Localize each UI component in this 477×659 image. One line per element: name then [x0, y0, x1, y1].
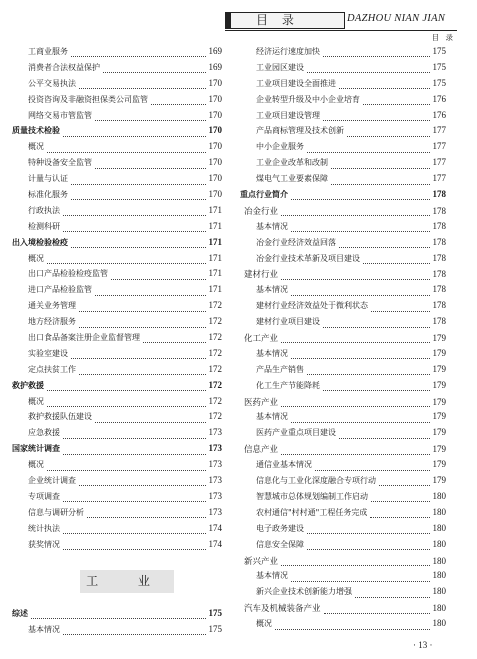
toc-dot-leader — [323, 55, 430, 57]
toc-dot-leader — [63, 633, 206, 635]
toc-dot-leader — [71, 246, 206, 248]
toc-dot-leader — [47, 469, 206, 471]
toc-dot-leader — [323, 389, 430, 391]
toc-entry-title: 煤电气工业要素保障 — [256, 174, 328, 184]
toc-entry-title: 特种设备安全监管 — [28, 158, 92, 168]
toc-entry-title: 医药产业重点项目建设 — [256, 428, 336, 438]
toc-entry-page: 174 — [208, 522, 222, 533]
toc-entry-title: 信息与调研分析 — [28, 507, 84, 517]
toc-entry — [12, 237, 222, 253]
toc-entry — [240, 491, 446, 507]
toc-entry — [12, 364, 222, 380]
toc-dot-leader — [95, 119, 206, 121]
toc-dot-leader — [339, 437, 430, 439]
toc-entry — [240, 316, 446, 332]
toc-entry-page: 174 — [208, 538, 222, 549]
toc-entry — [12, 300, 222, 316]
toc-entry — [240, 348, 446, 364]
toc-entry-title: 出口食品备案注册企业监督管理 — [28, 333, 140, 343]
toc-entry — [240, 443, 446, 459]
toc-entry-title: 冶金行业经济效益回落 — [256, 237, 336, 247]
toc-entry-title: 公平交易执法 — [28, 78, 76, 88]
toc-entry-title: 概况 — [28, 253, 44, 263]
toc-entry-page: 170 — [208, 77, 222, 88]
toc-entry-title: 实验室建设 — [28, 348, 68, 358]
toc-entry — [240, 586, 446, 602]
toc-entry — [240, 205, 446, 221]
toc-entry — [240, 364, 446, 380]
toc-entry-title: 概况 — [28, 460, 44, 470]
toc-dot-leader — [63, 437, 206, 439]
section-heading: 工 业 — [80, 570, 174, 593]
toc-dot-leader — [79, 326, 206, 328]
toc-entry-page: 180 — [432, 522, 446, 533]
toc-entry-page: 175 — [208, 608, 222, 618]
toc-entry-page: 173 — [208, 506, 222, 517]
toc-dot-leader — [307, 71, 430, 73]
toc-entry-page: 170 — [208, 173, 222, 184]
toc-entry — [240, 284, 446, 300]
toc-entry-page: 175 — [208, 623, 222, 634]
toc-dot-leader — [95, 167, 206, 169]
toc-dot-leader — [291, 230, 430, 232]
toc-dot-leader — [71, 55, 206, 57]
toc-entry-page: 178 — [432, 189, 446, 200]
toc-entry-title: 消费者合法权益保护 — [28, 62, 100, 72]
toc-dot-leader — [281, 214, 429, 216]
toc-entry — [12, 380, 222, 396]
toc-dot-leader — [63, 548, 206, 550]
toc-entry-page: 172 — [208, 379, 222, 390]
toc-entry — [240, 507, 446, 523]
toc-entry-page: 171 — [208, 252, 222, 263]
toc-dot-leader — [79, 87, 206, 89]
toc-dot-leader — [63, 214, 206, 216]
toc-entry-page: 179 — [432, 459, 446, 470]
toc-entry-page: 172 — [208, 300, 222, 311]
toc-entry-page: 170 — [208, 109, 222, 120]
toc-entry-title: 救护救援队伍建设 — [28, 412, 92, 422]
toc-entry-page: 173 — [208, 475, 222, 486]
toc-entry-page: 172 — [208, 395, 222, 406]
toc-entry — [12, 491, 222, 507]
toc-entry-page: 178 — [432, 252, 446, 263]
toc-entry — [240, 173, 446, 189]
toc-dot-leader — [79, 484, 206, 486]
toc-entry-title: 化工生产节能降耗 — [256, 380, 320, 390]
toc-right-column — [240, 46, 446, 634]
header-marker — [226, 13, 231, 28]
toc-dot-leader — [363, 262, 430, 264]
toc-dot-leader — [307, 548, 430, 550]
toc-entry-page: 178 — [432, 205, 446, 216]
toc-entry — [12, 284, 222, 300]
page-header — [225, 10, 457, 30]
toc-entry — [12, 427, 222, 443]
toc-entry — [240, 539, 446, 555]
toc-entry — [240, 300, 446, 316]
toc-entry-title: 建材行业项目建设 — [256, 317, 320, 327]
toc-entry-title: 计量与认证 — [28, 174, 68, 184]
toc-entry-title: 农村通信"村村通"工程任务完成 — [256, 507, 368, 517]
toc-entry — [240, 268, 446, 284]
toc-entry — [240, 157, 446, 173]
toc-entry-page: 179 — [432, 363, 446, 374]
toc-entry-page: 178 — [432, 236, 446, 247]
toc-entry-title: 重点行业简介 — [240, 189, 288, 200]
toc-entry — [240, 411, 446, 427]
toc-entry — [12, 443, 222, 459]
toc-dot-leader — [71, 357, 206, 359]
toc-dot-leader — [347, 135, 430, 137]
toc-dot-leader — [379, 484, 430, 486]
toc-entry — [12, 348, 222, 364]
toc-entry-title: 专项调查 — [28, 491, 60, 501]
toc-entry-page: 179 — [432, 396, 446, 407]
toc-entry — [240, 555, 446, 571]
toc-entry — [240, 459, 446, 475]
toc-entry — [12, 46, 222, 62]
toc-entry — [240, 78, 446, 94]
toc-entry — [12, 624, 222, 640]
toc-entry-title: 信息产业 — [244, 445, 279, 456]
toc-dot-leader — [291, 580, 430, 582]
toc-dot-leader — [79, 310, 206, 312]
toc-entry-page: 179 — [432, 427, 446, 438]
toc-entry-page: 173 — [208, 490, 222, 501]
toc-dot-leader — [103, 71, 206, 73]
toc-entry-page: 179 — [432, 411, 446, 422]
toc-entry-title: 定点扶贫工作 — [28, 364, 76, 374]
toc-entry-page: 177 — [432, 173, 446, 184]
toc-entry — [12, 253, 222, 269]
page-number: · 13 · — [413, 640, 433, 650]
toc-dot-leader — [79, 373, 206, 375]
toc-dot-leader — [323, 119, 430, 121]
toc-entry — [12, 411, 222, 427]
toc-entry-title: 产品商标管理及技术创新 — [256, 126, 344, 136]
toc-left-column-continued — [12, 608, 222, 640]
toc-dot-leader — [324, 612, 430, 614]
toc-entry — [12, 523, 222, 539]
toc-entry-title: 工商业服务 — [28, 47, 68, 56]
toc-entry — [12, 189, 222, 205]
toc-entry — [240, 141, 446, 157]
toc-entry — [240, 189, 446, 205]
toc-entry — [12, 78, 222, 94]
toc-dot-leader — [323, 326, 430, 328]
toc-dot-leader — [47, 405, 206, 407]
toc-entry-title: 国家统计调查 — [12, 443, 60, 454]
toc-entry-page: 176 — [432, 109, 446, 120]
toc-dot-leader — [339, 87, 430, 89]
toc-entry-title: 产品生产销售 — [256, 364, 304, 374]
toc-dot-leader — [275, 628, 430, 630]
toc-dot-leader — [291, 198, 430, 200]
toc-entry — [240, 602, 446, 618]
toc-entry — [240, 380, 446, 396]
toc-dot-leader — [331, 167, 430, 169]
toc-dot-leader — [87, 516, 206, 518]
toc-entry-title: 通关业务管理 — [28, 301, 76, 311]
toc-dot-leader — [370, 516, 429, 518]
toc-dot-leader — [307, 532, 430, 534]
toc-entry-page: 172 — [208, 316, 222, 327]
toc-entry — [12, 94, 222, 110]
toc-entry-title: 电子政务建设 — [256, 523, 304, 533]
toc-entry-page: 180 — [432, 490, 446, 501]
toc-entry — [240, 221, 446, 237]
toc-entry-page: 177 — [432, 141, 446, 152]
toc-entry-page: 169 — [208, 46, 222, 56]
toc-entry-page: 175 — [432, 77, 446, 88]
toc-entry-page: 171 — [208, 204, 222, 215]
toc-entry-page: 178 — [432, 269, 446, 280]
toc-entry — [240, 46, 446, 62]
toc-entry — [12, 62, 222, 78]
toc-entry-page: 175 — [432, 46, 446, 56]
toc-entry — [12, 316, 222, 332]
toc-entry — [12, 396, 222, 412]
toc-entry — [12, 221, 222, 237]
toc-dot-leader — [63, 135, 206, 137]
toc-dot-leader — [151, 103, 206, 105]
toc-entry-title: 信息安全保障 — [256, 539, 304, 549]
toc-entry-title: 概况 — [28, 142, 44, 152]
toc-entry-page: 172 — [208, 347, 222, 358]
toc-dot-leader — [95, 294, 206, 296]
toc-entry-title: 救护救援 — [12, 379, 44, 390]
toc-entry-page: 178 — [432, 284, 446, 295]
toc-entry — [12, 141, 222, 157]
toc-entry-page: 179 — [432, 444, 446, 455]
toc-entry — [240, 332, 446, 348]
toc-entry-page: 170 — [208, 189, 222, 200]
toc-dot-leader — [331, 183, 430, 185]
toc-entry — [12, 268, 222, 284]
toc-entry-title: 信息化与工业化深度融合专项行动 — [256, 476, 376, 486]
toc-dot-leader — [363, 103, 430, 105]
toc-entry — [240, 62, 446, 78]
toc-entry-title: 质量技术检验 — [12, 125, 60, 136]
toc-entry-page: 180 — [432, 603, 446, 614]
toc-entry-page: 171 — [208, 220, 222, 231]
toc-entry-page: 169 — [208, 61, 222, 72]
toc-entry-title: 企业统计调查 — [28, 476, 76, 486]
toc-entry-page: 171 — [208, 268, 222, 279]
toc-entry-title: 投资咨询及非融资担保类公司监管 — [28, 94, 148, 104]
toc-entry — [240, 253, 446, 269]
toc-entry-title: 冶金行业 — [244, 206, 279, 217]
toc-entry — [12, 173, 222, 189]
toc-entry — [240, 618, 446, 634]
toc-entry-title: 中小企业服务 — [256, 142, 304, 152]
toc-entry-title: 网络交易市管监管 — [28, 110, 92, 120]
header-subtitle: 目 录 — [431, 33, 455, 42]
toc-entry-page: 173 — [208, 427, 222, 438]
toc-entry-page: 180 — [432, 586, 446, 597]
toc-entry-page: 178 — [432, 300, 446, 311]
toc-dot-leader — [111, 278, 206, 280]
toc-entry — [12, 125, 222, 141]
toc-entry-page: 179 — [432, 379, 446, 390]
toc-entry-title: 检测科研 — [28, 221, 60, 231]
toc-entry-page: 171 — [208, 236, 222, 247]
header-rule — [225, 30, 457, 31]
toc-entry-title: 基本情况 — [256, 412, 288, 422]
toc-entry-title: 获奖情况 — [28, 539, 60, 549]
toc-entry-title: 汽车及机械装备产业 — [244, 604, 321, 615]
toc-entry-title: 新兴企业技术创新能力增强 — [256, 587, 352, 597]
toc-entry-page: 178 — [432, 316, 446, 327]
header-english-title: DAZHOU NIAN JIAN — [347, 13, 446, 24]
toc-entry — [12, 205, 222, 221]
toc-entry — [240, 427, 446, 443]
toc-entry — [240, 523, 446, 539]
toc-entry — [240, 396, 446, 412]
toc-dot-leader — [143, 341, 206, 343]
toc-entry — [12, 507, 222, 523]
toc-dot-leader — [63, 230, 206, 232]
toc-entry-page: 175 — [432, 61, 446, 72]
toc-dot-leader — [63, 500, 206, 502]
toc-left-column — [12, 46, 222, 555]
toc-entry-page: 172 — [208, 411, 222, 422]
toc-entry-page: 180 — [432, 555, 446, 566]
toc-entry-title: 化工产业 — [244, 334, 279, 345]
toc-entry-title: 工业企业改革和改制 — [256, 158, 328, 168]
toc-entry-page: 172 — [208, 363, 222, 374]
toc-entry-page: 180 — [432, 618, 446, 629]
toc-entry-title: 概况 — [256, 619, 272, 629]
toc-entry — [12, 157, 222, 173]
toc-entry — [240, 237, 446, 253]
toc-entry-title: 统计执法 — [28, 523, 60, 533]
toc-entry-title: 出口产品检验检疫监管 — [28, 269, 108, 279]
toc-entry-title: 应急救援 — [28, 428, 60, 438]
toc-entry-title: 行政执法 — [28, 205, 60, 215]
toc-entry-title: 综述 — [12, 608, 28, 618]
toc-entry-page: 172 — [208, 332, 222, 343]
toc-entry-title: 标准化服务 — [28, 190, 68, 200]
toc-entry-title: 基本情况 — [256, 348, 288, 358]
toc-dot-leader — [281, 564, 429, 566]
toc-dot-leader — [307, 373, 430, 375]
toc-dot-leader — [281, 278, 429, 280]
toc-dot-leader — [291, 357, 430, 359]
toc-dot-leader — [31, 617, 206, 619]
toc-dot-leader — [371, 500, 430, 502]
toc-entry-page: 170 — [208, 125, 222, 136]
toc-entry-page: 177 — [432, 125, 446, 136]
toc-entry-title: 地方经济服务 — [28, 317, 76, 327]
toc-entry — [240, 475, 446, 491]
toc-entry-title: 进口产品检验监管 — [28, 285, 92, 295]
toc-entry-page: 170 — [208, 157, 222, 168]
toc-dot-leader — [71, 183, 206, 185]
toc-entry-title: 冶金行业技术革新及项目建设 — [256, 253, 360, 263]
toc-entry — [12, 608, 222, 624]
toc-entry — [12, 459, 222, 475]
toc-dot-leader — [315, 469, 430, 471]
toc-dot-leader — [339, 246, 430, 248]
toc-entry-title: 基本情况 — [256, 221, 288, 231]
toc-entry-page: 173 — [208, 459, 222, 470]
toc-entry-page: 179 — [432, 475, 446, 486]
toc-dot-leader — [47, 262, 206, 264]
toc-entry — [12, 332, 222, 348]
toc-entry-title: 基本情况 — [256, 285, 288, 295]
toc-entry-page: 179 — [432, 347, 446, 358]
toc-dot-leader — [95, 421, 206, 423]
toc-entry-title: 工业项目建设全面推进 — [256, 78, 336, 88]
toc-entry-page: 173 — [208, 443, 222, 454]
toc-dot-leader — [63, 532, 206, 534]
toc-entry-title: 基本情况 — [256, 571, 288, 581]
toc-entry-title: 通信业基本情况 — [256, 460, 312, 470]
toc-entry — [240, 125, 446, 141]
toc-entry — [12, 110, 222, 126]
toc-dot-leader — [371, 310, 430, 312]
toc-entry-page: 176 — [432, 93, 446, 104]
toc-dot-leader — [281, 341, 429, 343]
toc-dot-leader — [355, 596, 430, 598]
toc-dot-leader — [281, 453, 429, 455]
toc-entry-title: 工业项目建设管理 — [256, 110, 320, 120]
toc-dot-leader — [71, 198, 206, 200]
toc-entry — [12, 539, 222, 555]
toc-entry-title: 新兴产业 — [244, 556, 279, 567]
header-title-box — [225, 12, 345, 29]
toc-dot-leader — [291, 421, 430, 423]
toc-entry-page: 180 — [432, 538, 446, 549]
toc-entry-page: 178 — [432, 220, 446, 231]
toc-dot-leader — [47, 389, 206, 391]
toc-entry — [240, 94, 446, 110]
toc-entry-page: 180 — [432, 570, 446, 581]
toc-dot-leader — [291, 294, 430, 296]
toc-entry — [12, 475, 222, 491]
toc-entry-title: 经济运行速度加快 — [256, 47, 320, 56]
toc-dot-leader — [307, 151, 430, 153]
toc-entry-title: 概况 — [28, 396, 44, 406]
toc-entry-title: 智慧城市总体规划编制工作启动 — [256, 491, 368, 501]
toc-entry-title: 企业转型升级及中小企业培育 — [256, 94, 360, 104]
toc-entry-page: 170 — [208, 141, 222, 152]
toc-entry-page: 170 — [208, 93, 222, 104]
toc-dot-leader — [281, 405, 429, 407]
toc-entry-page: 180 — [432, 506, 446, 517]
toc-dot-leader — [47, 151, 206, 153]
toc-dot-leader — [63, 453, 206, 455]
toc-entry-title: 建材行业经济效益处于微利状态 — [256, 301, 368, 311]
toc-entry-title: 建材行业 — [244, 270, 279, 281]
toc-entry-title: 医药产业 — [244, 397, 279, 408]
toc-entry-title: 基本情况 — [28, 624, 60, 634]
toc-entry-title: 出入境检验检疫 — [12, 236, 68, 247]
toc-entry-page: 171 — [208, 284, 222, 295]
toc-entry — [240, 570, 446, 586]
toc-entry — [240, 110, 446, 126]
header-title: 目 录 — [256, 13, 299, 27]
toc-entry-title: 工业园区建设 — [256, 62, 304, 72]
toc-entry-page: 177 — [432, 157, 446, 168]
toc-entry-page: 179 — [432, 333, 446, 344]
